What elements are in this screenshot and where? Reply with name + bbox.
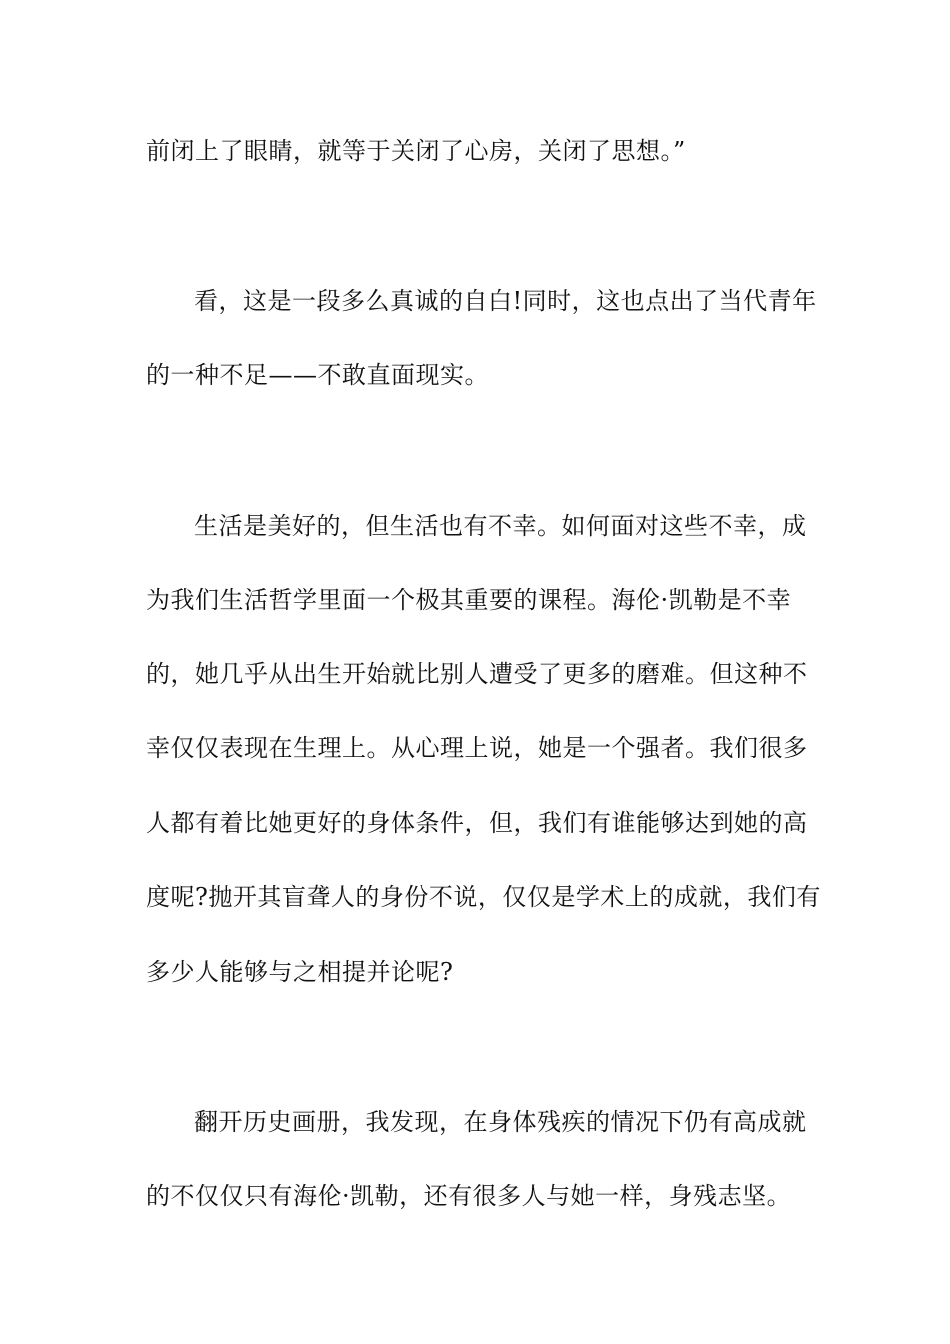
paragraph-4-line-2: 的不仅仅只有海伦·凯勒，还有很多人与她一样，身残志坚。 — [146, 1182, 792, 1210]
paragraph-3-line-2: 为我们生活哲学里面一个极其重要的课程。海伦·凯勒是不幸 — [146, 586, 792, 614]
paragraph-3-line-3: 的，她几乎从出生开始就比别人遭受了更多的磨难。但这种不 — [146, 660, 808, 688]
paragraph-3-line-7: 多少人能够与之相提并论呢? — [146, 958, 454, 986]
paragraph-3-line-6: 度呢?抛开其盲聋人的身份不说，仅仅是学术上的成就，我们有 — [146, 883, 821, 911]
paragraph-4-line-1: 翻开历史画册，我发现，在身体残疾的情况下仍有高成就 — [194, 1108, 807, 1136]
paragraph-3-line-4: 幸仅仅表现在生理上。从心理上说，她是一个强者。我们很多 — [146, 734, 808, 762]
paragraph-1-line-1: 前闭上了眼睛，就等于关闭了心房，关闭了思想。” — [146, 137, 686, 165]
paragraph-3-line-1: 生活是美好的，但生活也有不幸。如何面对这些不幸，成 — [194, 512, 807, 540]
paragraph-3-line-5: 人都有着比她更好的身体条件，但，我们有谁能够达到她的高 — [146, 809, 808, 837]
paragraph-2-line-2: 的一种不足——不敢直面现实。 — [146, 361, 489, 389]
paragraph-2-line-1: 看，这是一段多么真诚的自白!同时，这也点出了当代青年 — [194, 287, 817, 315]
